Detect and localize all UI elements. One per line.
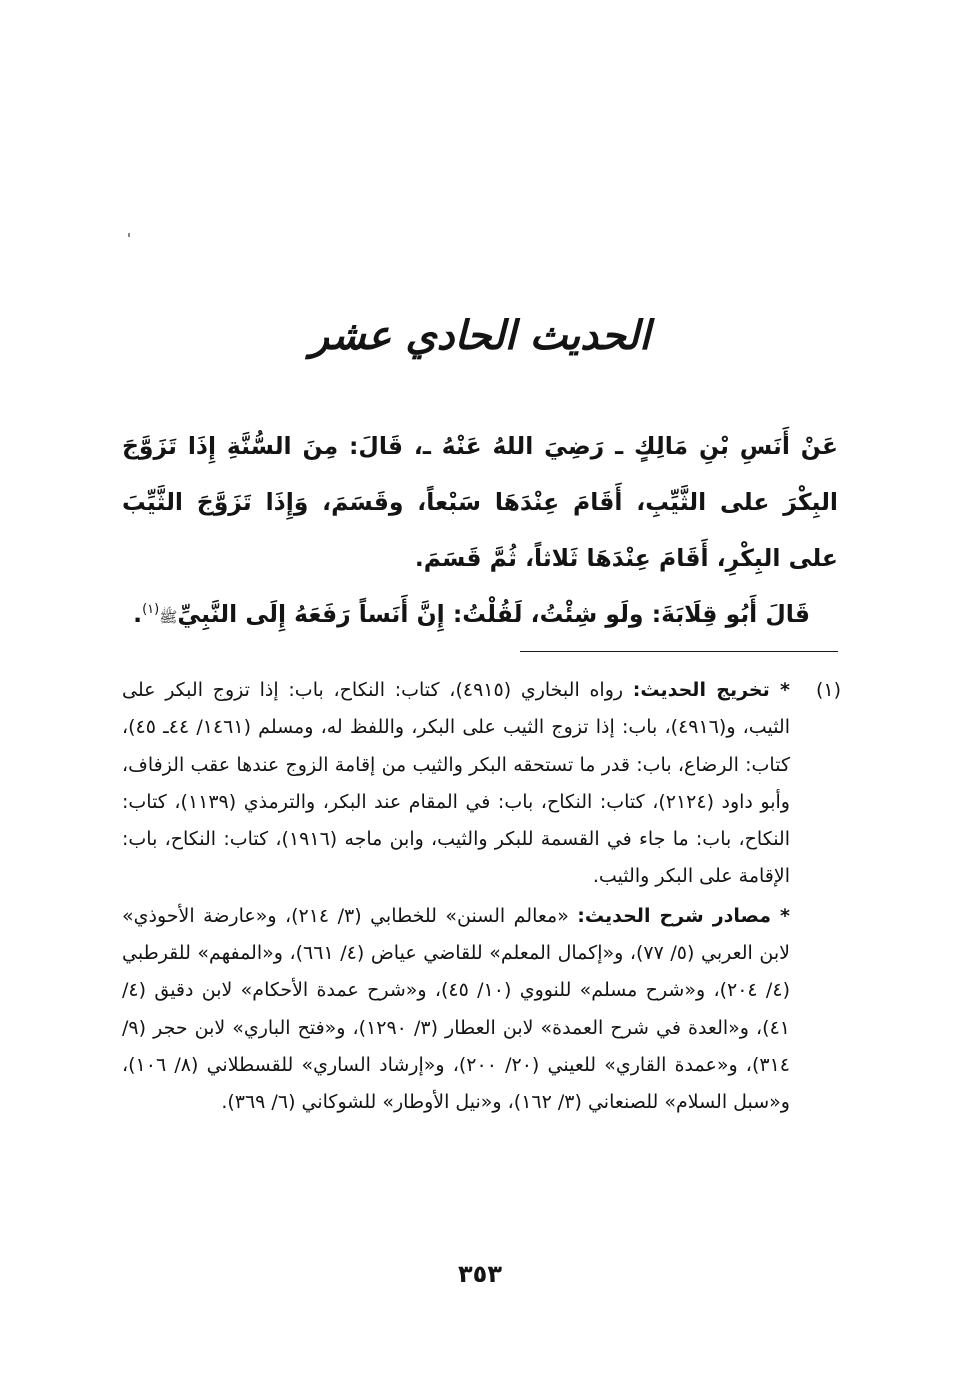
takhrij-heading: * تخريج الحديث: xyxy=(632,679,790,701)
takhrij-text: رواه البخاري (٤٩١٥)، كتاب: النكاح، باب: إذا تزوج البكر على الثيب، و(٤٩١٦)، باب: إذا تزوج الثيب على البكر، واللفظ له، ومسلم (١٤٦١/ ٤٤ـ ٤٥)، كتاب: الرضاع، باب: قدر ما تستحقه البكر والثيب من إقامة الزوج عندها عقب الزفاف، وأبو داود (٢١٢٤)، كتاب: النكاح، باب: في المقام عند البكر، والترمذي (١١٣٩)، كتاب: النكاح، باب: ما جاء في القسمة للبكر والثيب، وابن ماجه (١٩١٦)، كتاب: النكاح، باب: الإقامة على البكر والثيب. xyxy=(122,679,791,888)
takhrij-paragraph xyxy=(122,672,790,896)
sources-paragraph xyxy=(122,898,790,1122)
hadith-narration: عَنْ أَنَسِ بْنِ مَالِكٍ ـ رَضِيَ اللهُ عَنْهُ ـ، قَالَ: مِنَ السُّنَّةِ إِذَا تَزَوَّجَ البِكْرَ على الثَّيِّبِ، أَقَامَ عِنْدَهَا سَبْعاً، وقَسَمَ، وَإِذَا تَزَوَّجَ الثَّيِّبَ على البِكْرِ، أَقَامَ عِنْدَهَا ثَلاثاً، ثُمَّ قَسَمَ. xyxy=(122,432,838,572)
scan-speck xyxy=(128,233,130,237)
hadith-text-block xyxy=(122,418,838,645)
hadith-comment xyxy=(122,586,838,645)
footnote-body xyxy=(122,672,838,1122)
footnote-number: (١) xyxy=(815,679,841,701)
sources-text: «معالم السنن» للخطابي (٣/ ٢١٤)، و«عارضة الأحوذي» لابن العربي (٥/ ٧٧)، و«إكمال المعلم» للقاضي عياض (٤/ ٦٦١)، و«المفهم» للقرطبي (٤/ ٢٠٤)، و«شرح مسلم» للنووي (١٠/ ٤٥)، و«شرح عمدة الأحكام» لابن دقيق (٤/ ٤١)، و«العدة في شرح العمدة» لابن العطار (٣/ ١٢٩٠)، و«فتح الباري» لابن حجر (٩/ ٣١٤)، و«عمدة القاري» للعيني (٢٠/ ٢٠٠)، و«إرشاد الساري» للقسطلاني (٨/ ١٠٦)، و«سبل السلام» للصنعاني (٣/ ١٦٢)، و«نيل الأوطار» للشوكاني (٦/ ٣٦٩). xyxy=(122,904,790,1114)
hadith-end-mark: . xyxy=(133,600,143,628)
footnote-separator xyxy=(520,651,838,652)
chapter-title: الحديث الحادي عشر xyxy=(309,312,651,359)
honorific-symbol: ﷺ xyxy=(159,608,178,626)
footnote-reference[interactable]: (١) xyxy=(142,602,160,618)
sources-heading: * مصادر شرح الحديث: xyxy=(577,904,790,927)
footnotes xyxy=(122,672,841,1122)
page-number: ٣٥٣ xyxy=(458,1260,502,1288)
hadith-comment-text: قَالَ أَبُو قِلَابَةَ: ولَو شِئْتُ، لَقُلْتُ: إِنَّ أَنَساً رَفَعَهُ إِلَى النَّبِيِّ xyxy=(177,600,810,628)
